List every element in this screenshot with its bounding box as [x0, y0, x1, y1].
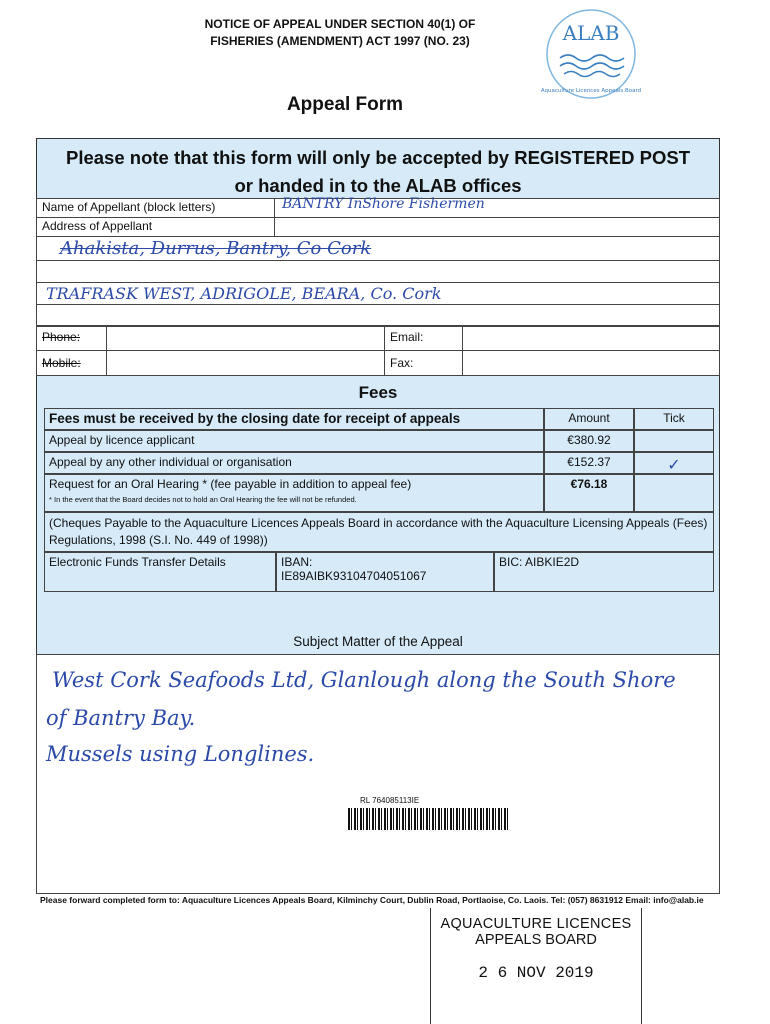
stamp-line-1: AQUACULTURE LICENCES: [440, 916, 632, 932]
header-line-1: NOTICE OF APPEAL UNDER SECTION 40(1) OF: [204, 17, 476, 31]
tick-header: Tick: [634, 408, 714, 430]
subject-line-3: Mussels using Longlines.: [46, 742, 315, 766]
fee-row-1-tick[interactable]: [634, 430, 714, 452]
amount-header: Amount: [544, 408, 634, 430]
fee-row-3-cell: [44, 474, 544, 512]
cheques-note: (Cheques Payable to the Aquaculture Licences Appeals Board in accordance with the Aquaculture Licensing Appeals (Fees) Regulations, 1998 (S.I. No. 449 of 1998)): [44, 512, 714, 552]
alab-logo: [538, 6, 644, 102]
stamp-line-2: APPEALS BOARD: [475, 932, 597, 948]
svg-text:ALAB: ALAB: [562, 21, 620, 45]
mobile-field[interactable]: [110, 356, 380, 370]
subject-title: Subject Matter of the Appeal: [293, 634, 463, 649]
iban-label: IBAN:: [281, 555, 313, 569]
fee-row-3-amount: €76.18: [544, 474, 634, 512]
bic-value: BIC: AIBKIE2D: [494, 552, 714, 592]
fees-heading: Fees must be received by the closing date for receipt of appeals: [44, 408, 544, 430]
form-title: Appeal Form: [286, 94, 404, 115]
eft-label: Electronic Funds Transfer Details: [44, 552, 276, 592]
fee-row-1-label: Appeal by licence applicant: [44, 430, 544, 452]
divider: [462, 326, 463, 376]
footer-address: Please forward completed form to: Aquaculture Licences Appeals Board, Kilminchy Court, Dublin Road, Portlaoise, Co. Laois. Tel: (057) 8631912 Email: info@alab.ie: [40, 895, 704, 905]
fee-row-2-tick[interactable]: ✓: [634, 452, 714, 474]
tracking-number: RL 764085113IE: [360, 796, 420, 805]
fax-label: Fax:: [390, 356, 414, 370]
fees-title: Fees: [358, 383, 398, 402]
appellant-name-value[interactable]: BANTRY InShore Fishermen: [282, 196, 485, 212]
fee-row-2-amount: €152.37: [544, 452, 634, 474]
fax-field[interactable]: [468, 356, 716, 370]
received-stamp: [430, 908, 642, 1024]
divider: [36, 217, 720, 218]
appellant-name-label: Name of Appellant (block letters): [42, 200, 216, 214]
fee-row-3-label: Request for an Oral Hearing * (fee payable in addition to appeal fee): [49, 477, 412, 491]
iban-value: IE89AIBK93104704051067: [281, 569, 427, 583]
subject-line-1: West Cork Seafoods Ltd, Glanlough along the South Shore: [52, 668, 676, 692]
phone-field[interactable]: [110, 332, 380, 346]
phone-label: Phone:: [42, 330, 81, 344]
email-field[interactable]: [468, 332, 716, 346]
divider: [36, 304, 720, 305]
registered-post-notice: [44, 144, 712, 200]
appellant-address-line-2[interactable]: TRAFRASK WEST, ADRIGOLE, BEARA, Co. Cork: [46, 284, 442, 303]
appellant-address-line-1[interactable]: Ahakista, Durrus, Bantry, Co Cork: [60, 238, 372, 259]
subject-line-2: of Bantry Bay.: [46, 706, 196, 730]
divider: [36, 282, 720, 283]
notice-line-2: or handed in to the ALAB offices: [234, 175, 522, 196]
iban-cell: [276, 552, 494, 592]
fee-row-1-amount: €380.92: [544, 430, 634, 452]
divider: [36, 350, 720, 351]
svg-text:Aquaculture Licences Appeals B: Aquaculture Licences Appeals Board: [540, 88, 642, 94]
registered-post-label: [322, 792, 532, 864]
divider: [106, 326, 107, 376]
fee-row-3-tick[interactable]: [634, 474, 714, 512]
notice-line-1: Please note that this form will only be accepted by REGISTERED POST: [66, 147, 690, 168]
barcode: [348, 808, 508, 830]
header-line-2: FISHERIES (AMENDMENT) ACT 1997 (NO. 23): [210, 34, 470, 48]
appellant-address-label: Address of Appellant: [42, 219, 153, 233]
document-header: [150, 16, 530, 50]
stamp-date: 2 6 NOV 2019: [478, 964, 594, 982]
divider: [384, 326, 385, 376]
mobile-label: Mobile:: [42, 356, 81, 370]
oral-hearing-footnote: * In the event that the Board decides not to hold an Oral Hearing the fee will not be refunded.: [49, 495, 357, 504]
fee-row-2-label: Appeal by any other individual or organisation: [44, 452, 544, 474]
email-label: Email:: [390, 330, 424, 344]
divider: [36, 260, 720, 261]
divider: [36, 236, 720, 237]
